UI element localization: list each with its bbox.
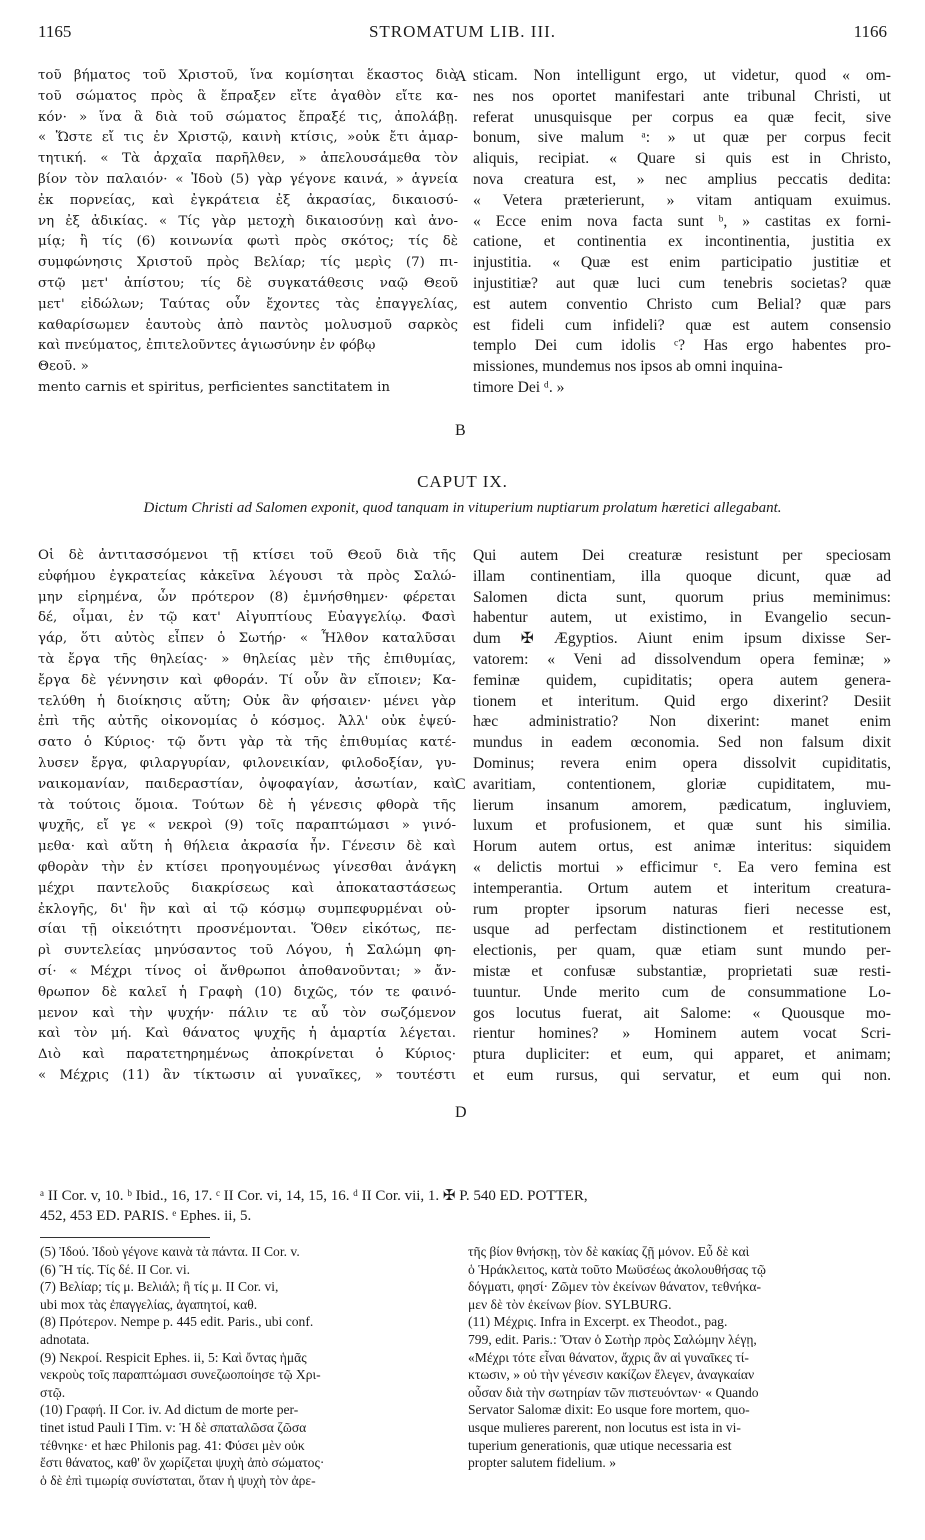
text-line: μεν δὲ τὸν ἐκείνων βίον. SYLBURG. [468,1296,672,1312]
text-line: (7) Βελίαρ; τίς μ. Βελιάλ; ἢ τίς μ. II Cor. vi, [40,1279,279,1295]
text-line: electionis, per quam, quæ etiam sunt mundo per- [473,942,891,960]
footnote-references-line-2: 452, 453 ED. PARIS. ᵉ Ephes. ii, 5. [40,1208,252,1224]
text-line: εὐφήμου ἐγκρατείας κἀκεῖνα λέγουσι τὰ πρὸς Σαλώ- [38,568,456,584]
text-line: et eum rursus, qui servatur, et eum qui non. [473,1066,891,1084]
text-line: propter salutem fidelium. » [468,1455,616,1471]
text-line: τοῦ βήματος τοῦ Χριστοῦ, ἵνα κομίσηται ἕκαστος διὰ [38,68,458,83]
text-line: Θεοῦ. » [38,359,89,375]
text-line: templo Dei cum idolis ᶜ? Has ergo habentes pro- [473,337,891,355]
text-line: τὰ τούτοις ὅμοια. Τούτων δὲ ἡ γένεσις φθορὰ τῆς [38,797,456,813]
footnote-divider [40,1237,210,1238]
text-line: ptura dupliciter: et eum, qui apparet, et animam; [473,1046,891,1064]
running-header [38,22,887,46]
text-line: Servator Salomæ dixit: Eo usque fore mortem, quo- [468,1402,750,1418]
text-line: nova creatura est, » nec amplius peccatis dedita: [473,170,891,188]
text-line: ἐκ πορνείας, καὶ ἐγκράτεια ἐξ ἀκρασίας, δικαιοσύ- [38,192,458,208]
text-line: (5) Ἰδού. Ἰδοὺ γέγονε καινὰ τὰ πάντα. II Cor. v. [40,1244,300,1259]
footnote-references-line-1: ᵃ II Cor. v, 10. ᵇ Ibid., 16, 17. ᶜ II Cor. vi, 14, 15, 16. ᵈ II Cor. vii, 1. ✠ P. 540 ED. POTTER, [40,1188,588,1204]
text-line: μενον καὶ τὴν ψυχήν· πάλιν τε αὖ τὸν σωζόμενον [38,1005,456,1021]
text-line: nes nos oportet manifestari ante tribunal Christi, ut [473,87,891,105]
text-line: Salomen dicta sunt, quorum prius meminimus: [473,588,891,606]
text-line: δόγματι, φησί· Ζῶμεν τὸν ἐκείνων θάνατον, τεθνήκα- [468,1279,761,1295]
chapter-title: CAPUT IX. [417,472,508,491]
running-title: STROMATUM LIB. III. [368,22,557,41]
text-line: « Ecce enim nova facta sunt ᵇ, » castitas ex forni- [473,212,891,230]
text-line: timore Dei ᵈ. » [473,378,565,396]
text-line: ρὶ συντελείας μηνύσαντος τοῦ Λόγου, ἡ Σαλώμη φη- [38,943,456,959]
text-line: καὶ πνεύματος, ἐπιτελοῦντες ἁγιωσύνην ἐν φόβῳ [38,338,376,354]
text-line: « Vetera præterierunt, » vitam antiquam exuimus. [473,191,891,209]
text-line: (10) Γραφή. II Cor. iv. Ad dictum de morte per- [40,1402,299,1418]
text-line: « Μέχρις (11) ἂν τίκτωσιν αἱ γυναῖκες, » τουτέστι [38,1067,456,1083]
text-line: gos locutus fuerat, ait Salome: « Quousque mo- [473,1004,891,1022]
text-line: ὁ Ἡράκλειτος, κατὰ τοῦτο Μωϋσέως ἀκολουθήσας τῷ [468,1261,766,1277]
text-line: sticam. Non intelligunt ergo, ut videtur, quod « om- [473,67,891,84]
notes-left-column [40,1243,450,1489]
text-line: Οἱ δὲ ἀντιτασσόμενοι τῇ κτίσει τοῦ Θεοῦ διὰ τῆς [38,548,456,563]
text-line: tuperium generationis, quæ utique necessaria est [468,1437,732,1453]
text-line: τητική. « Τὰ ἀρχαῖα παρῆλθεν, » ἀπελουσάμεθα τὸν [38,151,458,167]
text-line: κόν· » ἵνα ἃ διὰ τοῦ σώματος ἔπραξέ τις, ἀπολάβῃ. [38,109,458,125]
text-line: referat unusquisque per corpus ea quæ fecit, sive [473,108,891,126]
text-line: ἐπὶ τῆς αὐτῆς οἰκονομίας ὁ κόσμος. Ἀλλ' οὐκ ἐψεύ- [38,714,456,730]
text-line: ὁ δὲ ἐπὶ τιμωρίᾳ συνίσταται, ὅταν ἡ ψυχὴ τὸν ἀρε- [40,1472,316,1488]
text-line: lierum insanum amorem, pædicatum, ingluviem, [473,796,891,814]
text-line: hæc administratio? Non dixerint: manet enim [473,713,891,731]
margin-marker-c: C [455,776,466,793]
middle-latin-column [473,546,891,1087]
text-line: σατο ὁ Κύριος· τῷ ὄντι γὰρ τὰ τῆς ἐπιθυμίας κατέ- [38,735,456,751]
text-line: νη ἐξ ἀδικίας. « Τίς γὰρ μετοχὴ δικαιοσύνῃ καὶ ἀνο- [38,213,458,229]
text-line: mistæ et confusæ substantiæ, proprietati suæ resti- [473,962,891,980]
text-line: feminæ quidem, cupiditatis; opera autem genera- [473,671,891,689]
text-line: καὶ τὸν μή. Καὶ θάνατος ψυχῆς ἡ ἁμαρτία λέγεται. [38,1026,456,1042]
middle-greek-column [38,546,456,1087]
text-line: μετ' εἰδώλων; Ταύτας οὖν ἔχοντες τὰς ἐπαγγελίας, [38,296,458,312]
text-line: intemperantia. Ortum autem et interitum creatura- [473,879,891,897]
text-line: vatorem: « Veni ad dissolvendum opera feminæ; » [473,650,891,668]
text-line: θρωπον δὲ καλεῖ ἡ Γραφὴ (10) διχῶς, τόν τε φαινό- [38,984,456,1000]
text-line: φθορὰν τὴν ἐν κτίσει προηγουμένως γίνεσθαι ἀνάγκη [38,859,456,875]
text-line: est fideli cum infideli? quæ est autem consensio [473,316,891,334]
text-line: dum ✠ Ægyptios. Aiunt enim ipsum dixisse Ser- [473,630,891,648]
text-line: injustitia. « Quæ est enim participatio justitiæ et [473,254,891,272]
top-latin-column [473,66,891,399]
text-line: βίον τὸν παλαιόν· « Ἰδοὺ (5) γὰρ γέγονε καινά, » ἁγνεία [38,171,458,187]
top-greek-column [38,66,458,399]
text-line: Dominus; revera enim opera dissolvit cupiditatis, [473,754,891,772]
text-line: σίαι τῇ οἰκειότητι προσνέμονται. Ὅθεν εἰκότως, πε- [38,922,456,938]
text-line: « delictis mortui » efficimur ᵉ. Ea vero femina est [473,858,891,876]
text-line: Qui autem Dei creaturæ resistunt per speciosam [473,547,891,564]
notes-right-column [468,1243,888,1472]
text-line: Horum autem ortus, est animæ interitus: siquidem [473,838,891,856]
text-line: luxum et profusionem, et quæ sunt his similia. [473,817,891,835]
text-line: « Ὥστε εἴ τις ἐν Χριστῷ, καινὴ κτίσις, »οὐκ ἔτι ἁμαρ- [38,130,458,146]
text-line: στῷ. [40,1384,66,1400]
text-line: tuuntur. Unde merito cum de consummatione Lo- [473,983,891,1001]
text-line: μέχρι παντελοῦς διακρίσεως καὶ ἀποκαταστάσεως [38,880,456,896]
text-line: μεθα· καὶ αὕτη ἡ θήλεια ἀκρασία ἦν. Γένεσιν δὲ καὶ [38,839,456,855]
text-line: τὰ ἔργα τῆς θηλείας· » θηλείας μὲν τῆς ἐπιθυμίας, [38,651,456,667]
text-line: λυσεν ἔργα, φιλαργυρίαν, φιλονεικίαν, φιλοδοξίαν, γυ- [38,755,456,771]
margin-marker-d: D [455,1104,467,1121]
margin-marker-b: B [455,422,466,439]
text-line: (6) Ἢ τίς. Τίς δέ. II Cor. vi. [40,1261,191,1277]
text-line: usque mulieres parerent, non locutus est ista in vi- [468,1419,741,1435]
text-line: bonum, sive malum ᵃ: » ut quæ per corpus fecit [473,129,891,147]
text-line: οὖσαν διὰ τὴν σωτηρίαν τῶν πιστευόντων· « Quando [468,1384,759,1400]
text-line: κτωσιν, » οὐ τὴν γένεσιν κακίζων ἔλεγεν, ἀναγκαίαν [468,1367,755,1383]
text-line: «Μέχρι τότε εἶναι θάνατον, ἄχρις ἂν αἱ γυναῖκες τί- [468,1349,749,1365]
text-line: mento carnis et spiritus, perficientes sanctitatem in [38,379,390,395]
text-line: est autem conventio Christo cum Belial? quæ pars [473,295,891,313]
text-line: ἐκλογῆς, δι' ἣν καὶ αἱ τῷ κόσμῳ συμπεφυρμέναι οὐ- [38,901,456,917]
text-line: καθαρίσωμεν ἑαυτοὺς ἀπὸ παντὸς μολυσμοῦ σαρκὸς [38,317,458,333]
text-line: δέ, οἶμαι, ἐν τῷ κατ' Αἰγυπτίους Εὐαγγελίῳ. Φασὶ [38,610,456,626]
text-line: aliquis, recipiat. « Quare si quis est in Christo, [473,150,891,168]
text-line: habentur autem, ut existimo, in Evangelio secun- [473,609,891,627]
text-line: ubi mox τὰς ἐπαγγελίας, ἀγαπητοί, καθ. [40,1296,258,1312]
text-line: mundus in eadem œconomia. Sed non falsum dixit [473,734,891,752]
text-line: ἔστι θάνατος, καθ' ὃν χωρίζεται ψυχὴ ἀπὸ σώματος· [40,1455,325,1471]
text-line: catione, et continentia ex incontinentia, justitia ex [473,233,891,251]
text-line: τέθνηκε· et hæc Philonis pag. 41: Φύσει μὲν οὐκ [40,1437,305,1453]
text-line: στῷ μετ' ἀπίστου; τίς δὲ συγκατάθεσις ναῷ Θεοῦ [38,275,458,291]
text-line: τοῦ σώματος πρὸς ἃ ἔπραξεν εἴτε ἀγαθὸν εἴτε κα- [38,88,458,104]
chapter-summary: Dictum Christi ad Salomen exponit, quod tanquam in vituperium nuptiarum prolatum hæretici allegabant. [143,500,782,516]
text-line: μίᾳ; ἢ τίς (6) κοινωνία φωτὶ πρὸς σκότος; τίς δὲ [38,234,458,250]
text-line: avaritiam, contentionem, gloriæ cupiditatem, mu- [473,775,891,793]
text-line: tinet istud Pauli I Tim. v: Ἡ δὲ σπαταλῶσα ζῶσα [40,1419,307,1435]
text-line: τῆς βίον θνήσκῃ, τὸν δὲ κακίας ζῇ μόνον. Εὖ δὲ καὶ [468,1244,750,1259]
text-line: injustitiæ? aut quæ luci cum tenebris societas? quæ [473,274,891,292]
text-line: 799, edit. Paris.: Ὅταν ὁ Σωτὴρ πρὸς Σαλώμην λέγῃ, [468,1331,757,1347]
text-line: μην εἰρημένα, ὧν πρότερον (8) ἐμνήσθημεν· φέρεται [38,589,456,605]
text-line: σί· « Μέχρι τίνος οἱ ἄνθρωποι ἀποθανοῦνται; » ἄν- [38,963,456,979]
text-line: Διὸ καὶ παρατετηρημένως ἀποκρίνεται ὁ Κύριος· [38,1047,456,1063]
text-line: adnotata. [40,1331,90,1347]
text-line: usque ad perfectam distinctionem et restitutionem [473,921,891,939]
text-line: συμφώνησις Χριστοῦ πρὸς Βελίαρ; τίς μερὶς (7) πι- [38,255,458,271]
text-line: τελύθη ἡ διοίκησις αὕτη; Οὐκ ἂν φήσαιεν· μένει γὰρ [38,693,456,709]
text-line: (8) Πρότερον. Nempe p. 445 edit. Paris., ubi conf. [40,1314,314,1330]
text-line: rum propter ipsorum naturas fieri necesse est, [473,900,891,918]
text-line: (11) Μέχρις. Infra in Excerpt. ex Theodot., pag. [468,1314,728,1330]
text-line: rientur homines? » Hominem autem vocat Scri- [473,1025,891,1043]
text-line: illam continentiam, illa quoque dicunt, quæ ad [473,567,891,585]
text-line: ναικομανίαν, παιδεραστίαν, ὀψοφαγίαν, ἀσωτίαν, καὶ [38,776,456,792]
text-line: νεκροὺς τοῖς παραπτώμασι συνεζωοποίησε τῷ Χρι- [40,1367,321,1383]
text-line: tionem et interitum. Quid ergo dixerint? Desiit [473,692,891,710]
margin-marker-a: A [455,68,467,85]
page-number-right: 1166 [853,22,887,41]
text-line: ψυχῆς, εἴ γε « νεκροὶ (9) τοῖς παραπτώμασι » γινό- [38,818,456,834]
text-line: (9) Νεκροί. Respicit Ephes. ii, 5: Καὶ ὄντας ἡμᾶς [40,1349,307,1365]
text-line: ἔργα δὲ γέννησιν καὶ φθοράν. Τί οὖν ἂν εἴποιεν; Κα- [38,672,456,688]
text-line: γάρ, ὅτι αὐτὸς εἶπεν ὁ Σωτήρ· « Ἦλθον καταλῦσαι [38,631,456,647]
text-line: missiones, mundemus nos ipsos ab omni inquina- [473,358,783,376]
page-number-left: 1165 [38,22,72,41]
